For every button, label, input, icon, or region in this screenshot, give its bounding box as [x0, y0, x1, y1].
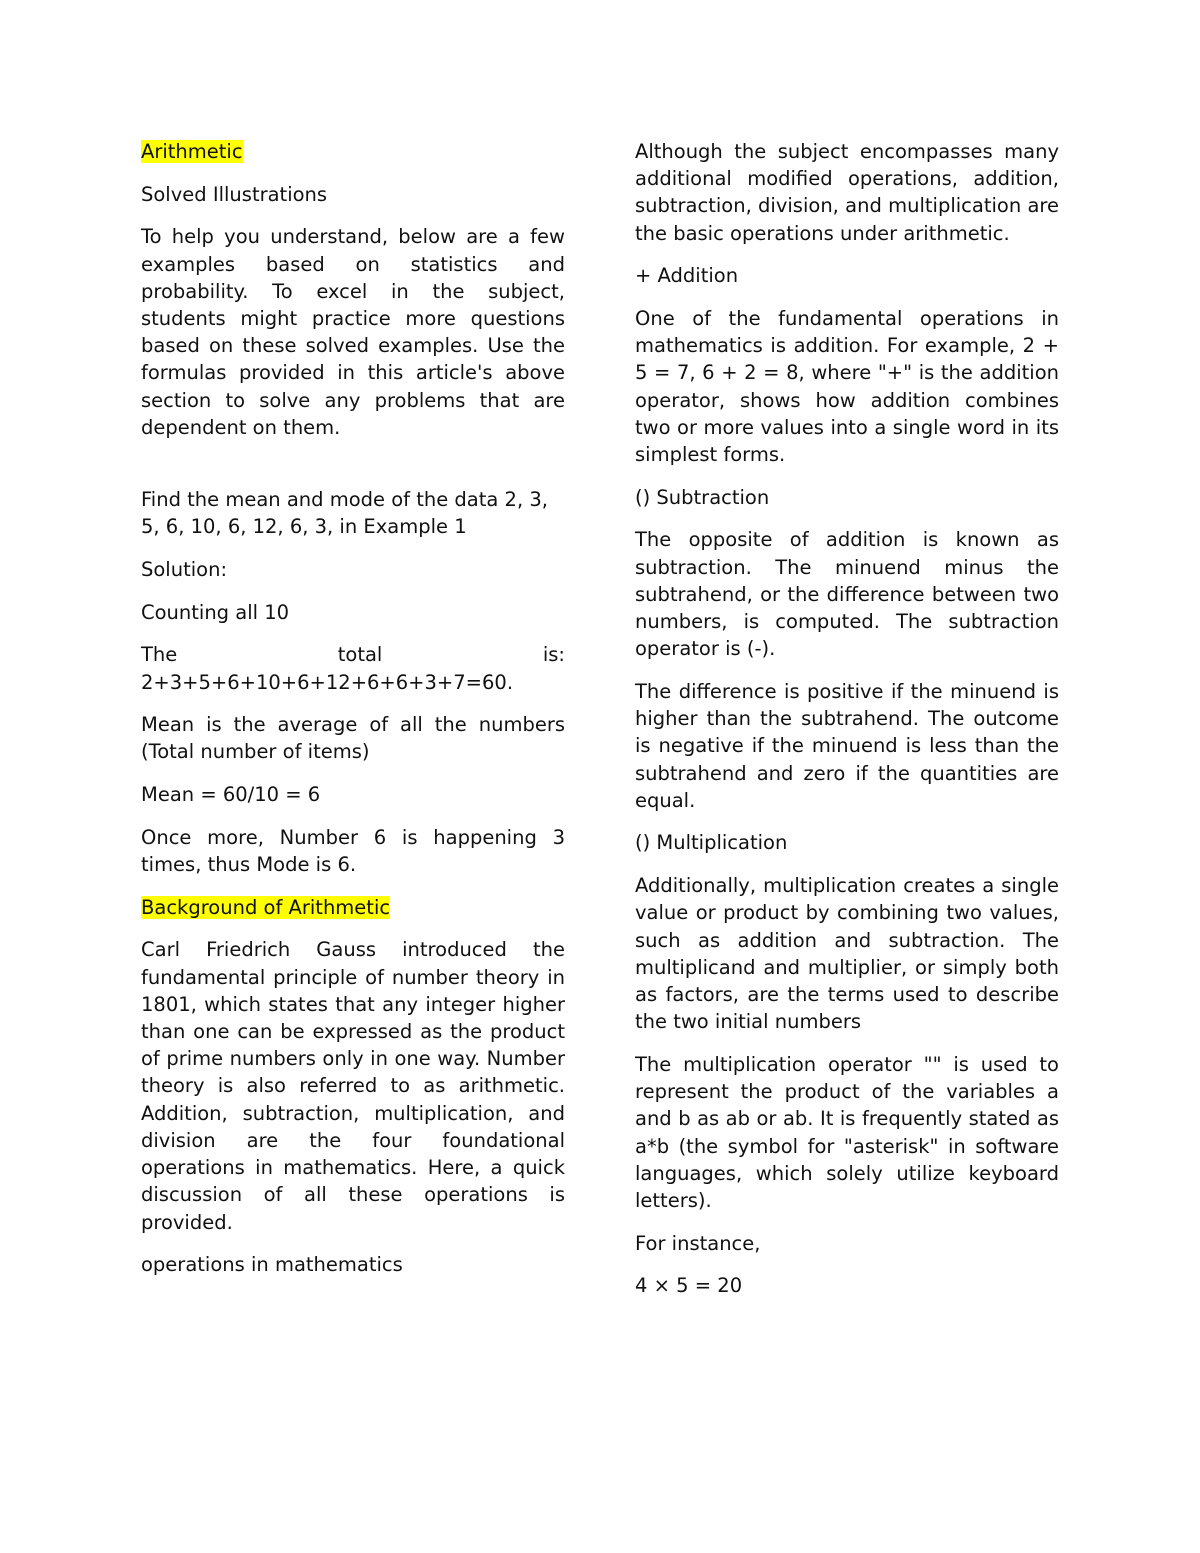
subtraction-heading: () Subtraction	[635, 485, 770, 509]
subtitle: Solved Illustrations	[141, 182, 328, 206]
example-question: Find the mean and mode of the data 2, 3, 5, 6, 10, 6, 12, 6, 3, in Example 1	[141, 488, 548, 539]
instance-label: For instance,	[635, 1231, 761, 1255]
total-line: The total is: 2+3+5+6+10+6+12+6+6+3+7=60.	[141, 643, 565, 694]
operator-paragraph: The multiplication operator "" is used to represent the product of the variables a and b as ab or ab. It is frequently stated as a*b (the symbol for "asterisk" in software languages, which solely utilize keyboard letters).	[635, 1052, 1059, 1212]
left-column	[141, 138, 565, 1294]
mode-statement: Once more, Number 6 is happening 3 times, thus Mode is 6.	[141, 825, 565, 877]
instance-example: 4 × 5 = 20	[635, 1274, 743, 1298]
background-heading-highlight: Background of Arithmetic	[141, 895, 391, 919]
mean-value: Mean = 60/10 = 6	[141, 783, 321, 807]
operations-heading: operations in mathematics	[141, 1253, 403, 1277]
multiplication-heading: () Multiplication	[635, 831, 788, 855]
right-intro-paragraph: Although the subject encompasses many additional modified operations, addition, subtraction, division, and multiplication are the basic operations under arithmetic.	[635, 140, 1059, 245]
subtraction-paragraph: The opposite of addition is known as subtraction. The minuend minus the subtrahend, or the difference between two numbers, is computed. The subtraction operator is (-).	[635, 528, 1059, 661]
solution-label: Solution:	[141, 557, 228, 581]
addition-heading: + Addition	[635, 264, 739, 288]
title-highlight: Arithmetic	[141, 140, 243, 163]
page-title	[141, 138, 565, 165]
intro-paragraph: To help you understand, below are a few examples based on statistics and probability. To excel in the subject, students might practice more questions based on these solved examples. Use the formulas provided in this article's above section to solve any problems that are dependent on them.	[141, 225, 565, 439]
addition-paragraph: One of the fundamental operations in mathematics is addition. For example, 2 + 5 = 7, 6 + 2 = 8, where "+" is the addition operator, shows how addition combines two or more values into a single word in its simplest forms.	[635, 307, 1059, 467]
difference-paragraph: The difference is positive if the minuend is higher than the subtrahend. The outcome is negative if the minuend is less than the subtrahend and zero if the quantities are equal.	[635, 679, 1059, 812]
right-column	[635, 138, 1059, 1315]
background-heading	[141, 894, 565, 921]
counting-line: Counting all 10	[141, 600, 290, 624]
mean-definition: Mean is the average of all the numbers (Total number of items)	[141, 713, 565, 764]
multiplication-paragraph: Additionally, multiplication creates a single value or product by combining two values, such as addition and subtraction. The multiplicand and multiplier, or simply both as factors, are the terms used to describe the two initial numbers	[635, 874, 1059, 1034]
background-paragraph: Carl Friedrich Gauss introduced the fundamental principle of number theory in 1801, which states that any integer higher than one can be expressed as the product of prime numbers only in one way. Number theory is also referred to as arithmetic. Addition, subtraction, multiplication, and division are the four foundational operations in mathematics. Here, a quick discussion of all these operations is provided.	[141, 938, 565, 1234]
